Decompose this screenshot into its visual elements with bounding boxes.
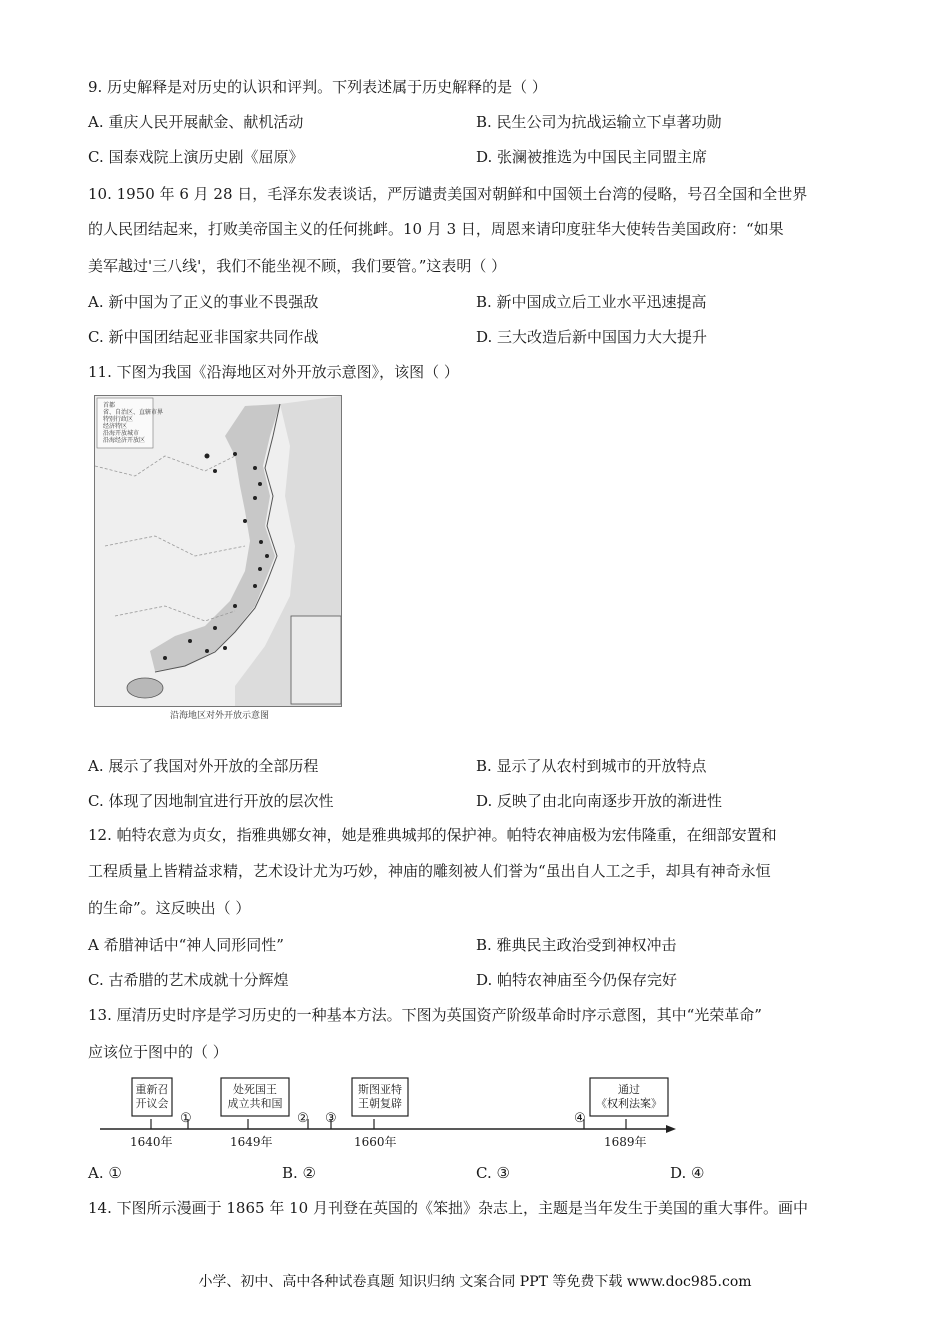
year-1660: 1660年 bbox=[354, 1135, 397, 1149]
q10-option-b: B. 新中国成立后工业水平迅速提高 bbox=[476, 293, 707, 311]
q12-option-c: C. 古希腊的艺术成就十分辉煌 bbox=[88, 971, 289, 989]
marker-4: ④ bbox=[574, 1111, 586, 1126]
map-caption: 沿海地区对外开放示意图 bbox=[170, 711, 270, 721]
marker-2: ② bbox=[297, 1111, 309, 1126]
q12-line-1: 12. 帕特农意为贞女，指雅典娜女神，她是雅典城邦的保护神。帕特农神庙极为宏伟隆重，在细部安置和 bbox=[88, 826, 777, 844]
q9-option-d: D. 张澜被推选为中国民主同盟主席 bbox=[476, 148, 708, 166]
q10-option-d: D. 三大改造后新中国国力大大提升 bbox=[476, 328, 708, 346]
q11-option-b: B. 显示了从农村到城市的开放特点 bbox=[476, 757, 707, 775]
q13-line-1: 13. 厘清历史时序是学习历史的一种基本方法。下图为英国资产阶级革命时序示意图，其中“光荣革命” bbox=[88, 1006, 762, 1024]
q13-line-2: 应该位于图中的（ ） bbox=[88, 1043, 228, 1061]
event-reconvene-parliament: 重新召 开议会 bbox=[135, 1083, 169, 1110]
q11-stem: 11. 下图为我国《沿海地区对外开放示意图》，该图（ ） bbox=[88, 363, 459, 381]
q12-option-b: B. 雅典民主政治受到神权冲击 bbox=[476, 936, 677, 954]
q12-line-2: 工程质量上皆精益求精，艺术设计尤为巧妙，神庙的雕刻被人们誉为“虽出自人工之手，却具有神奇永恒 bbox=[88, 862, 771, 880]
q12-option-d: D. 帕特农神庙至今仍保存完好 bbox=[476, 971, 678, 989]
q13-option-a: A. ① bbox=[88, 1164, 122, 1182]
q11-option-a: A. 展示了我国对外开放的全部历程 bbox=[88, 757, 319, 775]
marker-3: ③ bbox=[325, 1111, 337, 1126]
page-footer: 小学、初中、高中各种试卷真题 知识归纳 文案合同 PPT 等免费下载 www.doc985.com bbox=[198, 1274, 752, 1290]
event-execute-king: 处死国王 成立共和国 bbox=[227, 1083, 283, 1110]
q10-line-2: 的人民团结起来，打败美帝国主义的任何挑衅。10 月 3 日，周恩来请印度驻华大使转告美国政府：“如果 bbox=[88, 220, 784, 238]
q12-line-3: 的生命”。这反映出（ ） bbox=[88, 899, 251, 917]
q13-option-d: D. ④ bbox=[670, 1164, 705, 1182]
q10-option-a: A. 新中国为了正义的事业不畏强敌 bbox=[88, 293, 319, 311]
map-legend: 首都 省、自治区、直辖市界 特别行政区 经济特区 沿海开放城市 沿海经济开放区 bbox=[103, 402, 164, 444]
q10-line-3: 美军越过'三八线'，我们不能坐视不顾，我们要管。”这表明（ ） bbox=[88, 257, 507, 275]
revolution-timeline bbox=[96, 1075, 686, 1155]
q9-option-a: A. 重庆人民开展献金、献机活动 bbox=[88, 113, 304, 131]
q14-line-1: 14. 下图所示漫画于 1865 年 10 月刊登在英国的《笨拙》杂志上，主题是当年发生于美国的重大事件。画中 bbox=[88, 1199, 808, 1217]
q9-option-b: B. 民生公司为抗战运输立下卓著功勋 bbox=[476, 113, 722, 131]
q10-line-1: 10. 1950 年 6 月 28 日，毛泽东发表谈话，严厉谴责美国对朝鲜和中国领土台湾的侵略，号召全国和全世界 bbox=[88, 185, 808, 203]
q9-option-c: C. 国泰戏院上演历史剧《屈原》 bbox=[88, 148, 304, 166]
q9-stem: 9. 历史解释是对历史的认识和评判。下列表述属于历史解释的是（ ） bbox=[88, 78, 547, 96]
q13-option-c: C. ③ bbox=[476, 1164, 510, 1182]
marker-1: ① bbox=[180, 1111, 192, 1126]
year-1649: 1649年 bbox=[230, 1135, 273, 1149]
year-1640: 1640年 bbox=[130, 1135, 173, 1149]
q11-option-d: D. 反映了由北向南逐步开放的渐进性 bbox=[476, 792, 723, 810]
q13-option-b: B. ② bbox=[282, 1164, 317, 1182]
coastal-opening-map bbox=[94, 395, 342, 707]
event-stuart-restoration: 斯图亚特 王朝复辟 bbox=[358, 1083, 402, 1110]
event-bill-of-rights: 通过 《权利法案》 bbox=[596, 1083, 662, 1110]
q10-option-c: C. 新中国团结起亚非国家共同作战 bbox=[88, 328, 319, 346]
q11-option-c: C. 体现了因地制宜进行开放的层次性 bbox=[88, 792, 334, 810]
year-1689: 1689年 bbox=[604, 1135, 647, 1149]
q12-option-a: A 希腊神话中“神人同形同性” bbox=[88, 936, 284, 954]
